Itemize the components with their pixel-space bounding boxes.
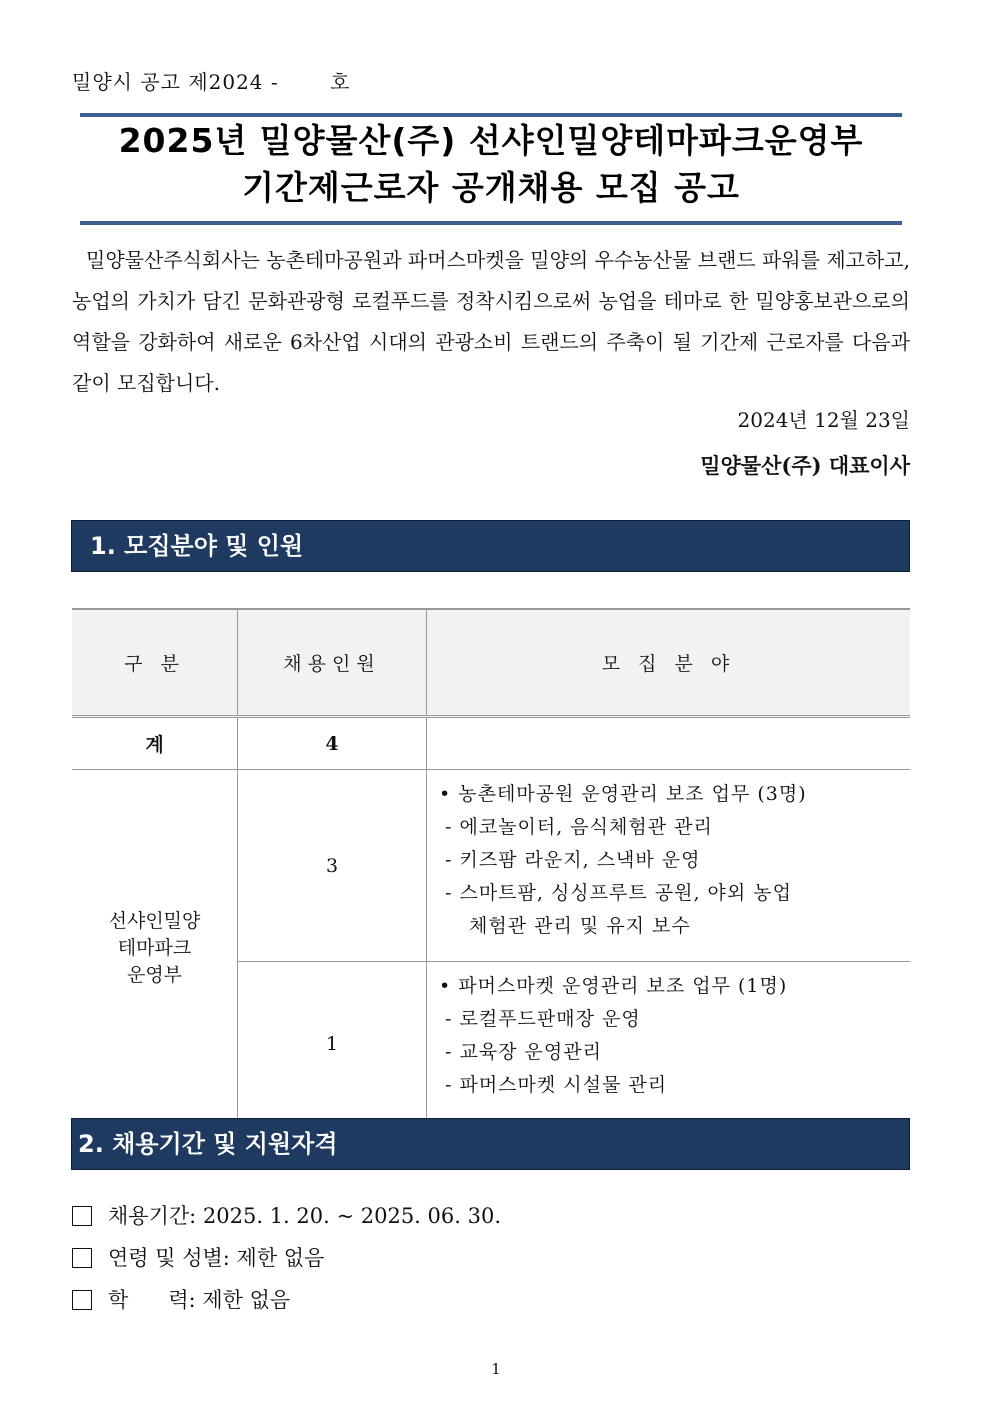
section-heading-recruitment: 1. 모집분야 및 인원 — [71, 520, 910, 572]
row-count: 1 — [238, 962, 427, 1128]
checkbox-icon — [72, 1290, 92, 1310]
notice-number: 밀양시 공고 제2024 - 호 — [72, 70, 351, 94]
duty-heading: • 파머스마켓 운영관리 보조 업무 (1명) — [439, 975, 788, 997]
duty-item: - 로컬푸드판매장 운영 — [445, 1008, 641, 1030]
duty-item: - 스마트팜, 싱싱프루트 공원, 야외 농업 — [445, 882, 793, 904]
signer: 밀양물산(주) 대표이사 — [700, 453, 910, 478]
checkbox-icon — [72, 1248, 92, 1268]
duty-item: - 에코놀이터, 음식체험관 관리 — [445, 816, 713, 838]
period-text: 채용기간: 2025. 1. 20. ~ 2025. 06. 30. — [108, 1204, 502, 1228]
duties-cell — [427, 770, 911, 962]
intro-paragraph: 밀양물산주식회사는 농촌테마공원과 파머스마켓을 밀양의 우수농산물 브랜드 파워를 제고하고, 농업의 가치가 담긴 문화관광형 로컬푸드를 정착시킴으로써 농업을 테마로 한 밀양홍보관으로의 역할을 강화하여 새로운 6차산업 시대의 관광소비 트랜드의 주축이 될 기간제 근로자를 다음과 같이 모집합니다. — [72, 248, 910, 395]
age-gender-text: 연령 및 성별: 제한 없음 — [108, 1246, 325, 1270]
table-header-row — [72, 609, 910, 717]
total-row — [72, 717, 910, 770]
department-cell — [72, 770, 238, 1128]
title-line-2: 기간제근로자 공개채용 모집 공고 — [242, 168, 740, 207]
list-item — [72, 1195, 501, 1237]
total-count: 4 — [238, 717, 427, 770]
duty-item: - 키즈팜 라운지, 스낵바 운영 — [445, 849, 701, 871]
header-field: 모 집 분 야 — [427, 609, 911, 717]
qualification-list — [72, 1195, 501, 1321]
total-label: 계 — [72, 717, 238, 770]
duty-item-continuation: 체험관 관리 및 유지 보수 — [469, 915, 691, 937]
list-item — [72, 1237, 501, 1279]
duties-cell — [427, 962, 911, 1128]
duty-item: - 파머스마켓 시설물 관리 — [445, 1074, 668, 1096]
header-category: 구 분 — [72, 609, 238, 717]
row-count: 3 — [238, 770, 427, 962]
header-headcount: 채용인원 — [238, 609, 427, 717]
duty-heading: • 농촌테마공원 운영관리 보조 업무 (3명) — [439, 783, 807, 805]
recruitment-table — [72, 608, 910, 1128]
announcement-title — [80, 113, 902, 225]
announcement-date: 2024년 12월 23일 — [737, 408, 910, 432]
list-item — [72, 1279, 501, 1321]
department-line: 테마파크 — [117, 936, 192, 959]
education-text: 학 력: 제한 없음 — [108, 1288, 291, 1312]
duty-item: - 교육장 운영관리 — [445, 1041, 602, 1063]
department-line: 운영부 — [126, 963, 183, 986]
page-number: 1 — [491, 1360, 501, 1378]
total-empty — [427, 717, 911, 770]
section-heading-period-qualifications: 2. 채용기간 및 지원자격 — [71, 1118, 910, 1170]
checkbox-icon — [72, 1206, 92, 1226]
department-line: 선샤인밀양 — [108, 909, 201, 932]
title-line-1: 2025년 밀양물산(주) 선샤인밀양테마파크운영부 — [118, 121, 864, 160]
table-row — [72, 770, 910, 962]
